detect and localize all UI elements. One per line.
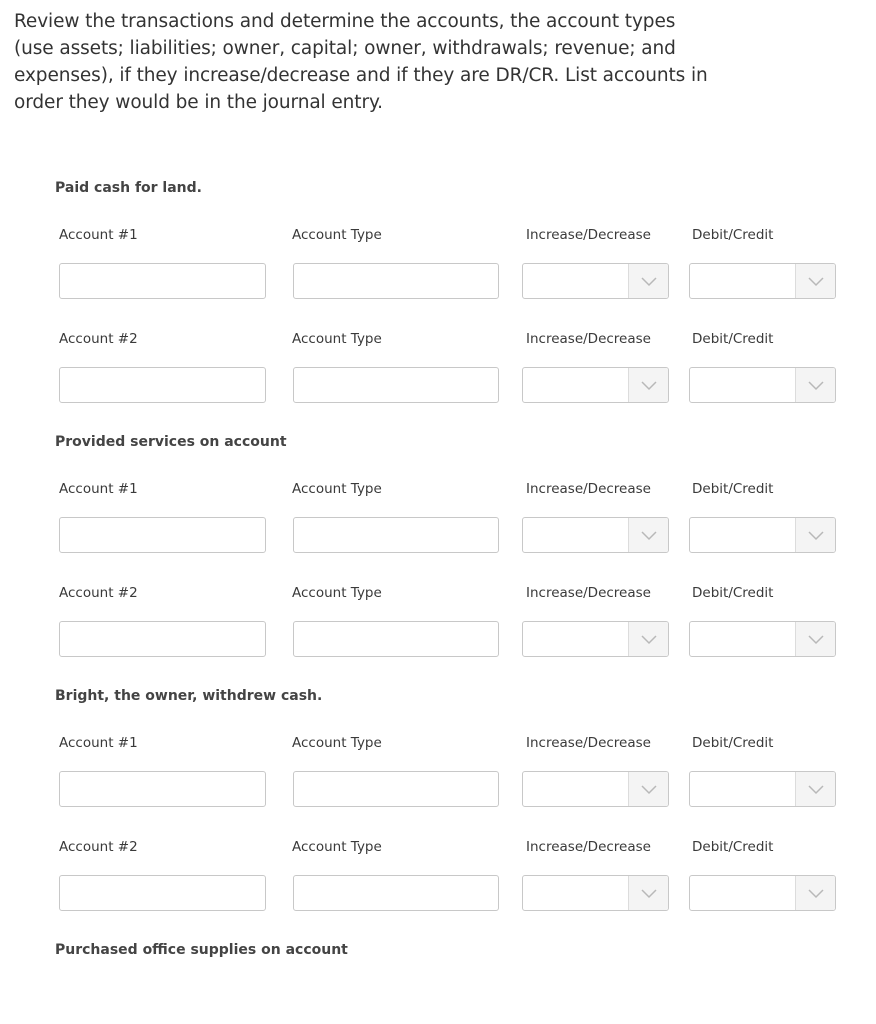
account-input[interactable]	[59, 621, 266, 657]
debit-credit-label: Debit/Credit	[692, 735, 774, 751]
increase-decrease-label: Increase/Decrease	[526, 839, 651, 855]
account-input[interactable]	[59, 517, 266, 553]
chevron-down-icon[interactable]	[795, 368, 835, 402]
debit-credit-label: Debit/Credit	[692, 839, 774, 855]
chevron-down-icon[interactable]	[628, 264, 668, 298]
account-input[interactable]	[59, 875, 266, 911]
account-label: Account #1	[59, 227, 138, 243]
increase-decrease-select[interactable]	[522, 263, 669, 299]
transaction-title-2: Provided services on account	[55, 434, 287, 450]
increase-decrease-label: Increase/Decrease	[526, 481, 651, 497]
chevron-down-icon[interactable]	[795, 622, 835, 656]
chevron-down-icon[interactable]	[628, 518, 668, 552]
increase-decrease-select[interactable]	[522, 771, 669, 807]
debit-credit-label: Debit/Credit	[692, 585, 774, 601]
chevron-down-icon[interactable]	[628, 368, 668, 402]
account-label: Account #1	[59, 735, 138, 751]
increase-decrease-select[interactable]	[522, 517, 669, 553]
debit-credit-select[interactable]	[689, 621, 836, 657]
account-type-label: Account Type	[292, 585, 382, 601]
account-label: Account #2	[59, 839, 138, 855]
chevron-down-icon[interactable]	[628, 772, 668, 806]
chevron-down-icon[interactable]	[795, 264, 835, 298]
account-type-input[interactable]	[293, 621, 499, 657]
account-type-label: Account Type	[292, 227, 382, 243]
increase-decrease-label: Increase/Decrease	[526, 227, 651, 243]
increase-decrease-select[interactable]	[522, 621, 669, 657]
account-type-label: Account Type	[292, 481, 382, 497]
account-type-label: Account Type	[292, 839, 382, 855]
account-label: Account #2	[59, 331, 138, 347]
account-type-label: Account Type	[292, 331, 382, 347]
increase-decrease-label: Increase/Decrease	[526, 331, 651, 347]
chevron-down-icon[interactable]	[795, 876, 835, 910]
account-type-input[interactable]	[293, 517, 499, 553]
chevron-down-icon[interactable]	[795, 518, 835, 552]
account-type-input[interactable]	[293, 771, 499, 807]
account-type-input[interactable]	[293, 263, 499, 299]
chevron-down-icon[interactable]	[795, 772, 835, 806]
account-input[interactable]	[59, 771, 266, 807]
increase-decrease-select[interactable]	[522, 875, 669, 911]
debit-credit-select[interactable]	[689, 367, 836, 403]
account-input[interactable]	[59, 367, 266, 403]
account-type-label: Account Type	[292, 735, 382, 751]
increase-decrease-label: Increase/Decrease	[526, 735, 651, 751]
debit-credit-label: Debit/Credit	[692, 227, 774, 243]
account-input[interactable]	[59, 263, 266, 299]
account-label: Account #2	[59, 585, 138, 601]
debit-credit-select[interactable]	[689, 771, 836, 807]
debit-credit-select[interactable]	[689, 263, 836, 299]
account-type-input[interactable]	[293, 875, 499, 911]
account-label: Account #1	[59, 481, 138, 497]
debit-credit-select[interactable]	[689, 875, 836, 911]
debit-credit-label: Debit/Credit	[692, 481, 774, 497]
chevron-down-icon[interactable]	[628, 876, 668, 910]
instructions-text: Review the transactions and determine the accounts, the account types (use assets; liabilities; owner, capital; owner, withdrawals; revenue; and expenses), if they increase/decrease and if they are DR/CR. List accounts in order they would be in the journal entry.	[14, 11, 708, 113]
debit-credit-select[interactable]	[689, 517, 836, 553]
transaction-title-3: Bright, the owner, withdrew cash.	[55, 688, 323, 704]
account-type-input[interactable]	[293, 367, 499, 403]
increase-decrease-label: Increase/Decrease	[526, 585, 651, 601]
chevron-down-icon[interactable]	[628, 622, 668, 656]
debit-credit-label: Debit/Credit	[692, 331, 774, 347]
transaction-title-4: Purchased office supplies on account	[55, 942, 348, 958]
transaction-title-1: Paid cash for land.	[55, 180, 202, 196]
increase-decrease-select[interactable]	[522, 367, 669, 403]
